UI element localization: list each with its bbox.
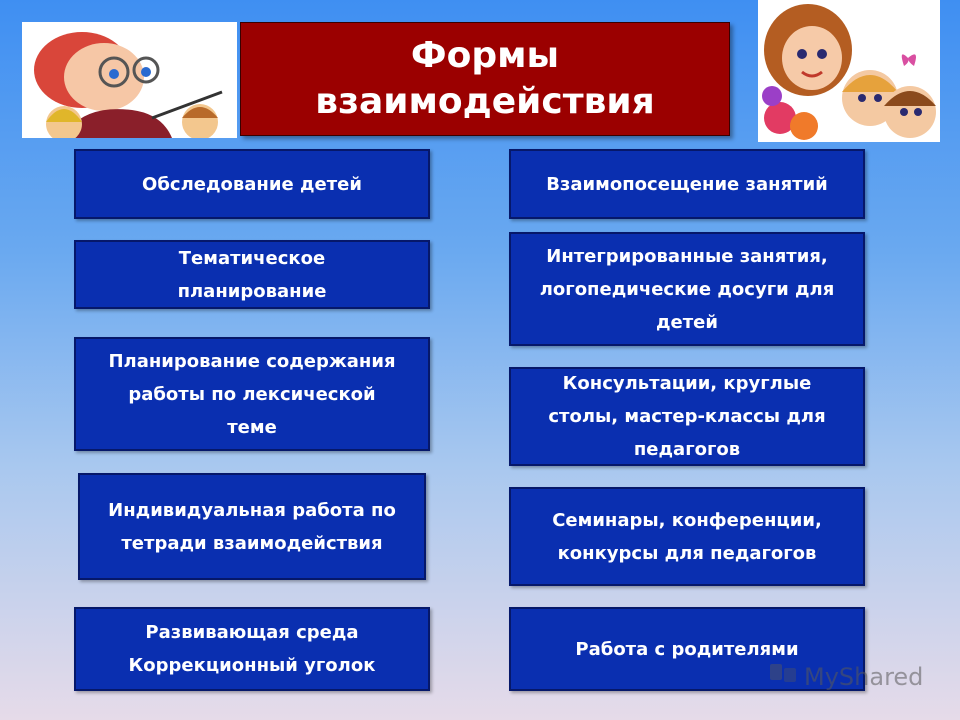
box-text-line: логопедические досуги для [539, 278, 835, 300]
left-box-lexical-planning [74, 337, 430, 451]
box-text-line: Развивающая среда [145, 622, 359, 643]
box-text-line: Работа с родителями [575, 638, 799, 660]
box-text-line: теме [227, 416, 277, 438]
watermark-text: MyShared [804, 663, 924, 691]
left-box-individual-work [78, 473, 426, 580]
box-text-line: Консультации, круглые [562, 373, 812, 394]
watermark-logo-icon [768, 660, 798, 694]
box-text-line: конкурсы для педагогов [557, 542, 817, 564]
right-box-integrated-lessons [509, 232, 865, 346]
box-text-line: Взаимопосещение занятий [546, 173, 828, 195]
mother-children-illustration [758, 0, 940, 142]
box-text-line: детей [656, 311, 718, 333]
left-box-developing-environment [74, 607, 430, 691]
left-box-children-assessment [74, 149, 430, 219]
box-text-line: работы по лексической [128, 383, 376, 405]
box-text-line: педагогов [633, 439, 741, 460]
right-box-consultations [509, 367, 865, 466]
left-box-thematic-planning [74, 240, 430, 309]
box-text-line: Интегрированные занятия, [546, 245, 828, 267]
box-text-line: Коррекционный уголок [128, 655, 376, 676]
title-line-2: взаимодействия [315, 81, 655, 122]
box-text-line: Планирование содержания [108, 350, 396, 372]
box-text-line: планирование [177, 280, 327, 302]
title-box [240, 22, 730, 136]
title-line-1: Формы [410, 35, 560, 76]
box-text-line: Обследование детей [142, 173, 362, 195]
right-box-mutual-visits [509, 149, 865, 219]
box-text-line: Тематическое [178, 247, 326, 269]
box-text-line: Семинары, конференции, [552, 509, 822, 531]
box-text-line: Индивидуальная работа по [108, 499, 396, 521]
box-text-line: тетради взаимодействия [121, 532, 383, 554]
teacher-illustration [22, 22, 237, 138]
box-text-line: столы, мастер-классы для [548, 406, 826, 427]
watermark [768, 660, 923, 694]
right-box-seminars [509, 487, 865, 586]
